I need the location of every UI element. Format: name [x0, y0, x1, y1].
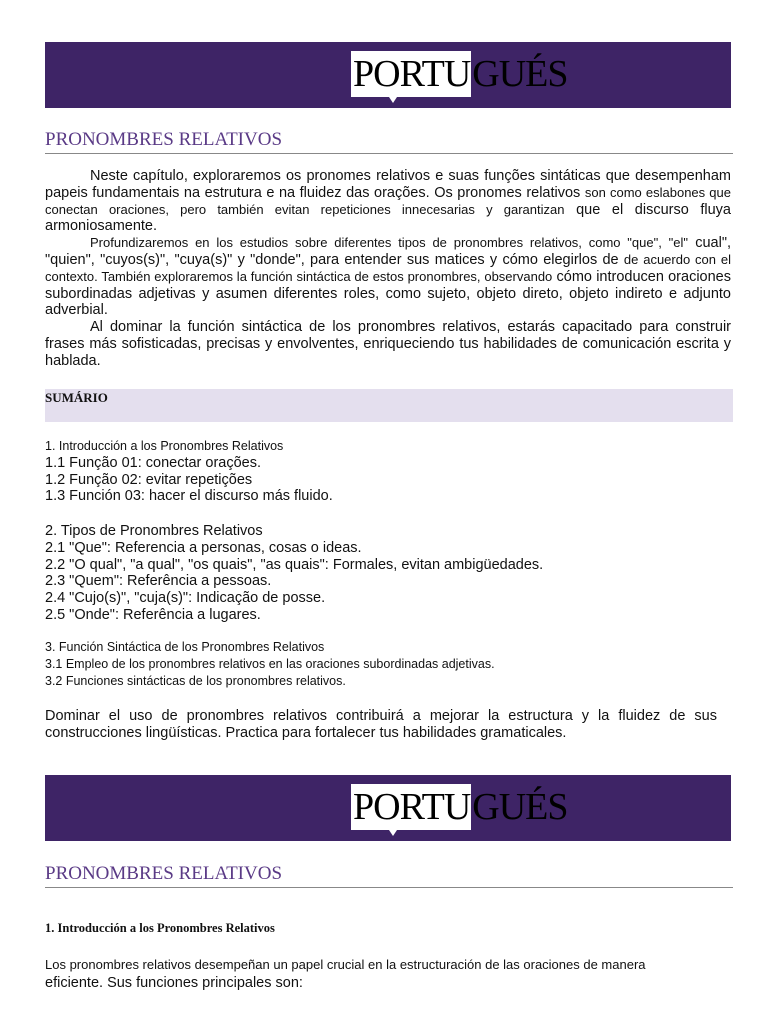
- intro-p2-line2: cual", "quien", "cuyos(s)", "cuya(s)" y "donde", para entender sus matices y cómo elegirlos de: [45, 235, 732, 268]
- chapter-body-line1: Los pronombres relativos desempeñan un papel crucial en la estructuración de las oraciones de manera: [45, 957, 646, 972]
- toc-item: 1. Introducción a los Pronombres Relativos: [45, 439, 284, 453]
- toc-item: 3.2 Funciones sintácticas de los pronombres relativos.: [45, 673, 346, 688]
- toc-item: 3. Función Sintáctica de los Pronombres Relativos: [45, 640, 325, 654]
- portugues-logo: [351, 784, 568, 830]
- toc-item: 2. Tipos de Pronombres Relativos: [45, 523, 263, 539]
- header-banner: [45, 42, 731, 108]
- intro-p1-line3: que el discurso fluya armoniosamente.: [45, 201, 732, 235]
- chapter-body-line2: eficiente. Sus funciones principales son:: [45, 975, 303, 991]
- sumario-title: SUMÁRIO: [45, 390, 108, 405]
- chapter-subheading: 1. Introducción a los Pronombres Relativos: [45, 921, 275, 935]
- intro-p2-line4: cómo introducen oraciones subordinadas adjetivas y asumen diferentes roles, como sujeto,: [45, 268, 731, 302]
- logo-part-1: PORTU: [353, 786, 471, 828]
- header-banner-2: [45, 775, 731, 841]
- chapter-body: [45, 956, 731, 992]
- section-title: PRONOMBRES RELATIVOS: [45, 129, 733, 154]
- intro-text: [45, 168, 731, 370]
- toc-item: 2.4 "Cujo(s)", "cuja(s)": Indicação de posse.: [45, 590, 326, 607]
- logo-part-1: PORTU: [353, 53, 471, 95]
- toc-item: 2.3 "Quem": Referência a pessoas.: [45, 573, 272, 590]
- intro-paragraph-1: [45, 168, 731, 235]
- toc-group-2: [45, 523, 735, 624]
- intro-paragraph-2: [45, 235, 731, 319]
- toc-item: 2.5 "Onde": Referência a lugares.: [45, 606, 261, 623]
- intro-p2-line1: Profundizaremos en los estudios sobre diferentes tipos de pronombres relativos, como "que", "el": [90, 235, 688, 251]
- toc-group-3: [45, 639, 735, 689]
- toc-item: 1.3 Función 03: hacer el discurso más fluido.: [45, 488, 333, 505]
- intro-p1-line2: son como eslabones que conectan oraciones, pero también evitan repeticiones innecesarias y garantizan: [45, 184, 731, 217]
- toc-item: 3.1 Empleo de los pronombres relativos en las oraciones subordinadas adjetivas.: [45, 656, 495, 671]
- toc-item: 1.2 Função 02: evitar repetições: [45, 471, 253, 488]
- closing-paragraph: Dominar el uso de pronombres relativos contribuirá a mejorar la estructura y la fluidez de sus construcciones lingüísticas. Practica para fortalecer tus habilidades gramaticales.: [45, 708, 717, 741]
- logo-part-2: GUÉS: [472, 786, 568, 828]
- toc-item: 1.1 Função 01: conectar orações.: [45, 454, 262, 471]
- intro-paragraph-3: Al dominar la función sintáctica de los pronombres relativos, estarás capacitado para construir frases más sofisticadas, precisas y envolventes, enriqueciendo tus habilidades de comunicación escrita y hablada.: [45, 319, 731, 369]
- logo-part-2: GUÉS: [472, 53, 568, 95]
- toc-group-1: [45, 438, 735, 505]
- section-title-2: PRONOMBRES RELATIVOS: [45, 863, 733, 888]
- portugues-logo: [351, 51, 568, 97]
- sumario-bar: [45, 389, 733, 422]
- intro-p1-line1: Neste capítulo, exploraremos os pronomes relativos e suas funções sintáticas que desempenham papeis fundamentais na estrutura e na fluidez das orações. Os pronomes relativos: [45, 168, 731, 201]
- intro-p2-line5: objeto direto, objeto indireto e adjunto adverbial.: [45, 285, 731, 319]
- intro-p2-line3: de acuerdo con el contexto. También exploraremos la función sintáctica de estos pronombres, observando: [45, 251, 731, 284]
- toc-item: 2.2 "O qual", "a qual", "os quais", "as quais": Formales, evitan ambigüedades.: [45, 556, 544, 573]
- toc-item: 2.1 "Que": Referencia a personas, cosas o ideas.: [45, 539, 362, 556]
